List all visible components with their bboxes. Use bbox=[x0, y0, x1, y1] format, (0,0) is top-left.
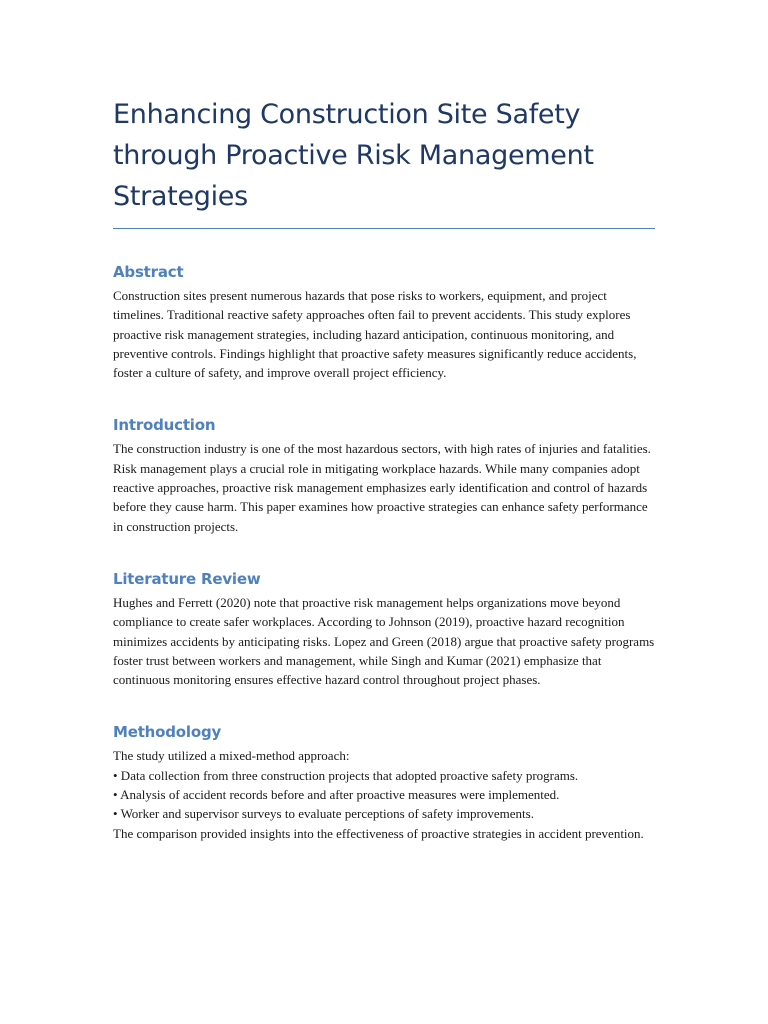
methodology-list-item: • Worker and supervisor surveys to evaluate perceptions of safety improvements. bbox=[113, 806, 534, 822]
section-heading-literature-review: Literature Review bbox=[113, 569, 261, 588]
methodology-closing: The comparison provided insights into the effectiveness of proactive strategies in accident prevention. bbox=[113, 825, 644, 841]
section-heading-introduction: Introduction bbox=[113, 416, 216, 435]
section-literature-review bbox=[113, 569, 655, 689]
abstract-paragraph: Construction sites present numerous hazards that pose risks to workers, equipment, and project timelines. Traditional reactive safety approaches often fail to prevent accidents. This study explores proactive risk management strategies, including hazard anticipation, continuous monitoring, and preventive controls. Findings highlight that proactive safety measures significantly reduce accidents, foster a culture of safety, and improve overall project efficiency. bbox=[113, 288, 637, 381]
title-divider bbox=[113, 228, 655, 229]
methodology-list-item: • Data collection from three construction projects that adopted proactive safety programs. bbox=[113, 767, 579, 783]
section-introduction bbox=[113, 415, 655, 535]
section-methodology bbox=[113, 722, 655, 842]
literature-review-paragraph: Hughes and Ferrett (2020) note that proactive risk management helps organizations move beyond compliance to create safer workplaces. According to Johnson (2019), proactive hazard recognition minimizes accidents by anticipating risks. Lopez and Green (2018) argue that proactive safety programs foster trust between workers and management, while Singh and Kumar (2021) emphasize that continuous monitoring ensures effective hazard control throughout project phases. bbox=[113, 594, 655, 688]
introduction-paragraph: The construction industry is one of the most hazardous sectors, with high rates of injuries and fatalities. Risk management plays a crucial role in mitigating workplace hazards. While many companies adopt reactive approaches, proactive risk management emphasizes early identification and control of hazards before they cause harm. This paper examines how proactive strategies can enhance safety performance in construction projects. bbox=[113, 441, 651, 534]
section-abstract bbox=[113, 262, 655, 382]
section-heading-abstract: Abstract bbox=[113, 263, 184, 281]
methodology-intro: The study utilized a mixed-method approach: bbox=[113, 748, 350, 764]
document-title: Enhancing Construction Site Safety through Proactive Risk Management Strategies bbox=[113, 99, 594, 212]
section-heading-methodology: Methodology bbox=[113, 723, 222, 742]
methodology-list-item: • Analysis of accident records before and after proactive measures were implemented. bbox=[113, 787, 560, 803]
document-page bbox=[113, 94, 655, 843]
